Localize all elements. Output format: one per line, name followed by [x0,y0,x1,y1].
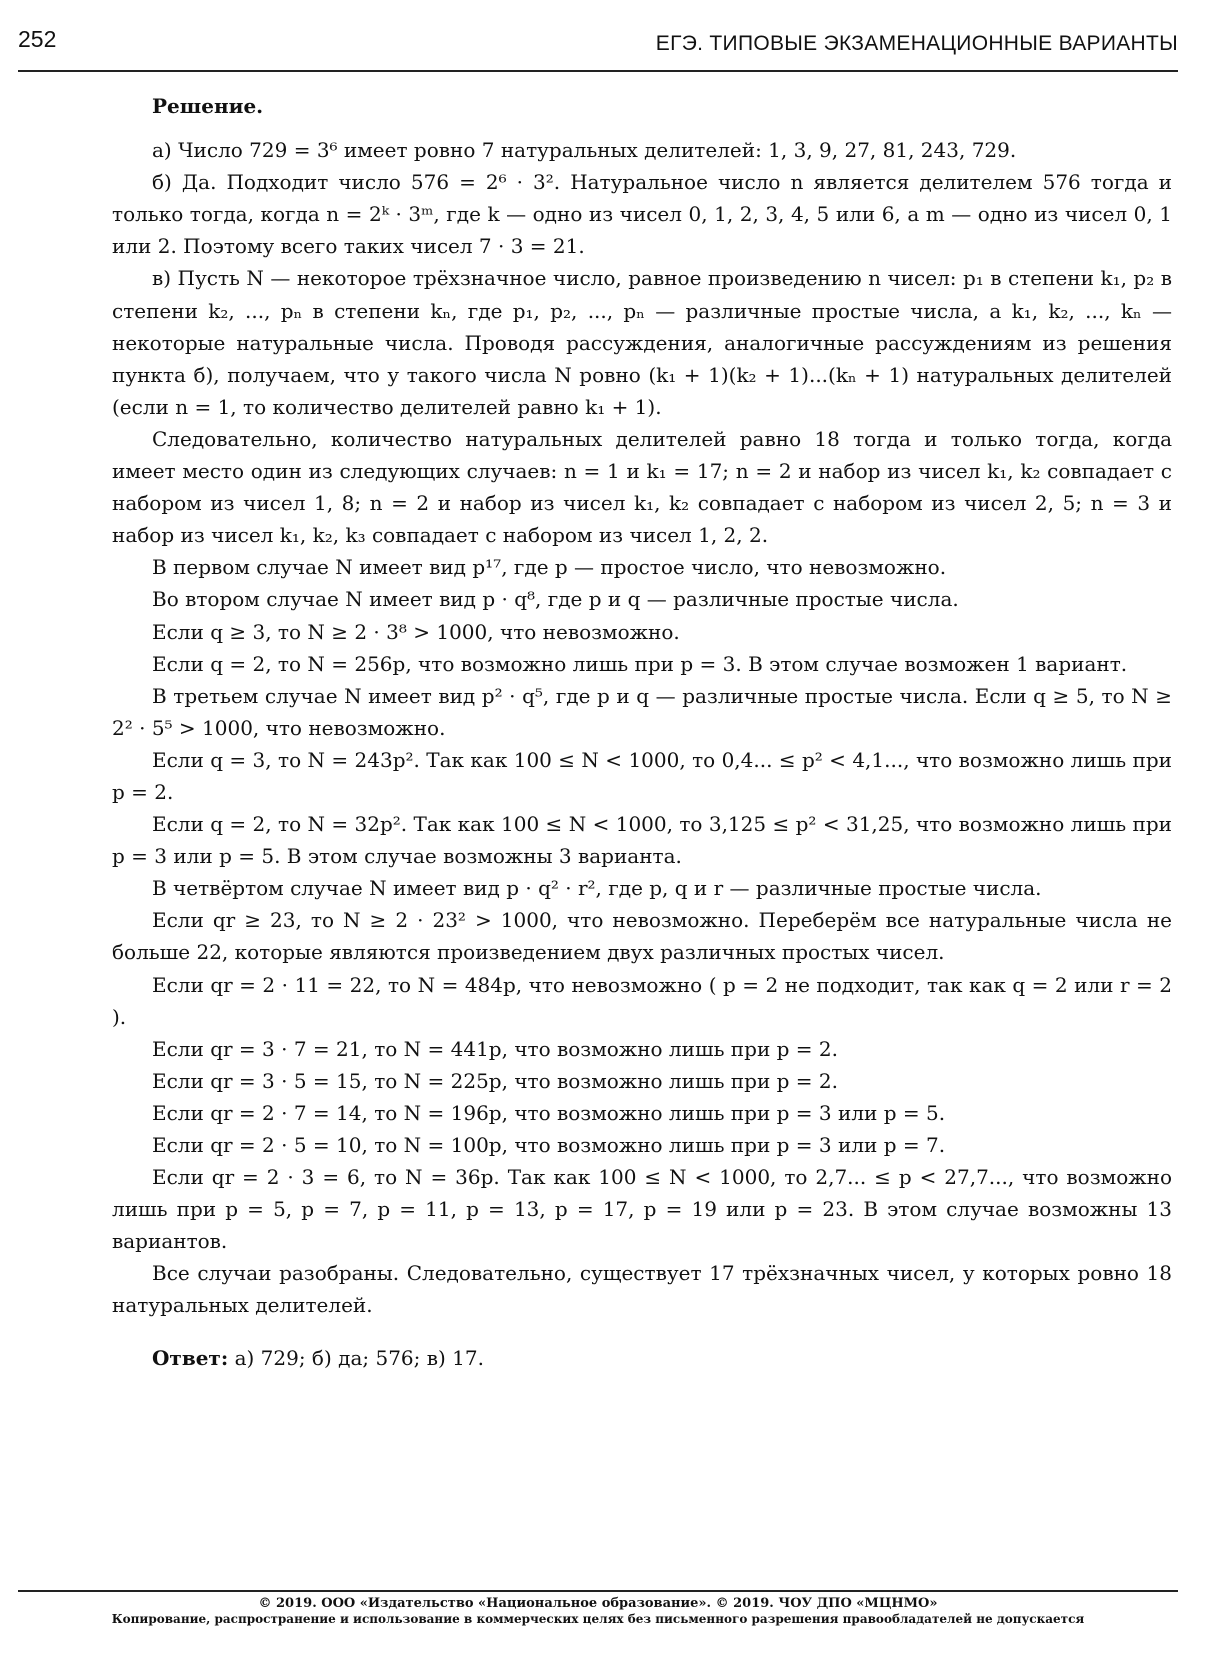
paragraph: Если q = 2, то N = 256p, что возможно лишь при p = 3. В этом случае возможен 1 вариант. [152,651,1128,676]
paragraph: Если q = 3, то N = 243p². Так как 100 ≤ N < 1000, то 0,4... ≤ p² < 4,1..., что возможно лишь при p = 2. [112,747,1172,804]
paragraph: В первом случае N имеет вид p¹⁷, где p — простое число, что невозможно. [152,555,947,580]
paragraph: Если q = 2, то N = 32p². Так как 100 ≤ N < 1000, то 3,125 ≤ p² < 31,25, что возможно лишь при p = 3 или p = 5. В этом случае возможны 3 варианта. [112,812,1173,869]
paragraph: Если qr ≥ 23, то N ≥ 2 · 23² > 1000, что невозможно. Переберём все натуральные числа не больше 22, которые являются произведением двух различных простых чисел. [112,908,1172,965]
solution-body [112,90,1172,1374]
paragraph: В третьем случае N имеет вид p² · q⁵, где p и q — различные простые числа. Если q ≥ 5, то N ≥ 2² · 5⁵ > 1000, что невозможно. [112,683,1172,740]
paragraph: а) Число 729 = 3⁶ имеет ровно 7 натуральных делителей: 1, 3, 9, 27, 81, 243, 729. [152,138,1017,163]
page-number: 252 [18,26,57,52]
paragraph: Если qr = 3 · 5 = 15, то N = 225p, что возможно лишь при p = 2. [152,1068,838,1093]
copyright-line: © 2019. ООО «Издательство «Национальное образование». © 2019. ЧОУ ДПО «МЦНМО» [258,1596,938,1611]
paragraph: Если qr = 2 · 5 = 10, то N = 100p, что возможно лишь при p = 3 или p = 7. [152,1133,946,1157]
paragraph: б) Да. Подходит число 576 = 2⁶ · 3². Натуральное число n является делителем 576 тогда и только тогда, когда n = 2ᵏ · 3ᵐ, где k — одно из чисел 0, 1, 2, 3, 4, 5 или 6, а m — одно из чисел 0, 1 или 2. Поэтому всего таких чисел 7 · 3 = 21. [112,170,1172,259]
page-header [18,22,1178,72]
paragraph: Если qr = 2 · 7 = 14, то N = 196p, что возможно лишь при p = 3 или p = 5. [152,1100,946,1125]
paragraph: в) Пусть N — некоторое трёхзначное число, равное произведению n чисел: p₁ в степени k₁, p₂ в степени k₂, ..., pₙ в степени kₙ, где p₁, p₂, ..., pₙ — различные простые числа, а k₁, k₂, ..., kₙ — некоторые натуральные числа. Проводя рассуждения, аналогичные рассуждениям из решения пункта б), получаем, что у такого числа N ровно (k₁ + 1)(k₂ + 1)...(kₙ + 1) натуральных делителей (если n = 1, то количество делителей равно k₁ + 1). [112,266,1172,419]
paragraph: Следовательно, количество натуральных делителей равно 18 тогда и только тогда, когда имеет место один из следующих случаев: n = 1 и k₁ = 17; n = 2 и набор из чисел k₁, k₂ совпадает с набором из чисел 1, 8; n = 2 и набор из чисел k₁, k₂ совпадает с набором из чисел 2, 5; n = 3 и набор из чисел k₁, k₂, k₃ совпадает с набором из чисел 1, 2, 2. [112,426,1172,548]
paragraph: Если qr = 2 · 11 = 22, то N = 484p, что невозможно ( p = 2 не подходит, так как q = 2 или r = 2 ). [112,972,1172,1029]
paragraph: В четвёртом случае N имеет вид p · q² · r², где p, q и r — различные простые числа. [152,876,1042,901]
solution-title: Решение. [152,94,264,118]
paragraph: Во втором случае N имеет вид p · q⁸, где p и q — различные простые числа. [152,587,959,612]
copy-notice: Копирование, распространение и использование в коммерческих целях без письменного разрешения правообладателей не допускается [111,1612,1085,1626]
answer-text: а) 729; б) да; 576; в) 17. [234,1345,484,1370]
paragraph: Если q ≥ 3, то N ≥ 2 · 3⁸ > 1000, что невозможно. [152,619,680,644]
paragraph: Все случаи разобраны. Следовательно, существует 17 трёхзначных чисел, у которых ровно 18 натуральных делителей. [112,1261,1172,1318]
running-title: ЕГЭ. ТИПОВЫЕ ЭКЗАМЕНАЦИОННЫЕ ВАРИАНТЫ [655,32,1178,55]
page-footer [18,1590,1178,1626]
answer-line [112,1342,1172,1374]
paragraph: Если qr = 3 · 7 = 21, то N = 441p, что возможно лишь при p = 2. [152,1036,838,1061]
answer-label: Ответ: [152,1345,229,1370]
paragraph: Если qr = 2 · 3 = 6, то N = 36p. Так как 100 ≤ N < 1000, то 2,7... ≤ p < 27,7..., что возможно лишь при p = 5, p = 7, p = 11, p = 13, p = 17, p = 19 или p = 23. В этом случае возможны 13 вариантов. [112,1165,1172,1254]
